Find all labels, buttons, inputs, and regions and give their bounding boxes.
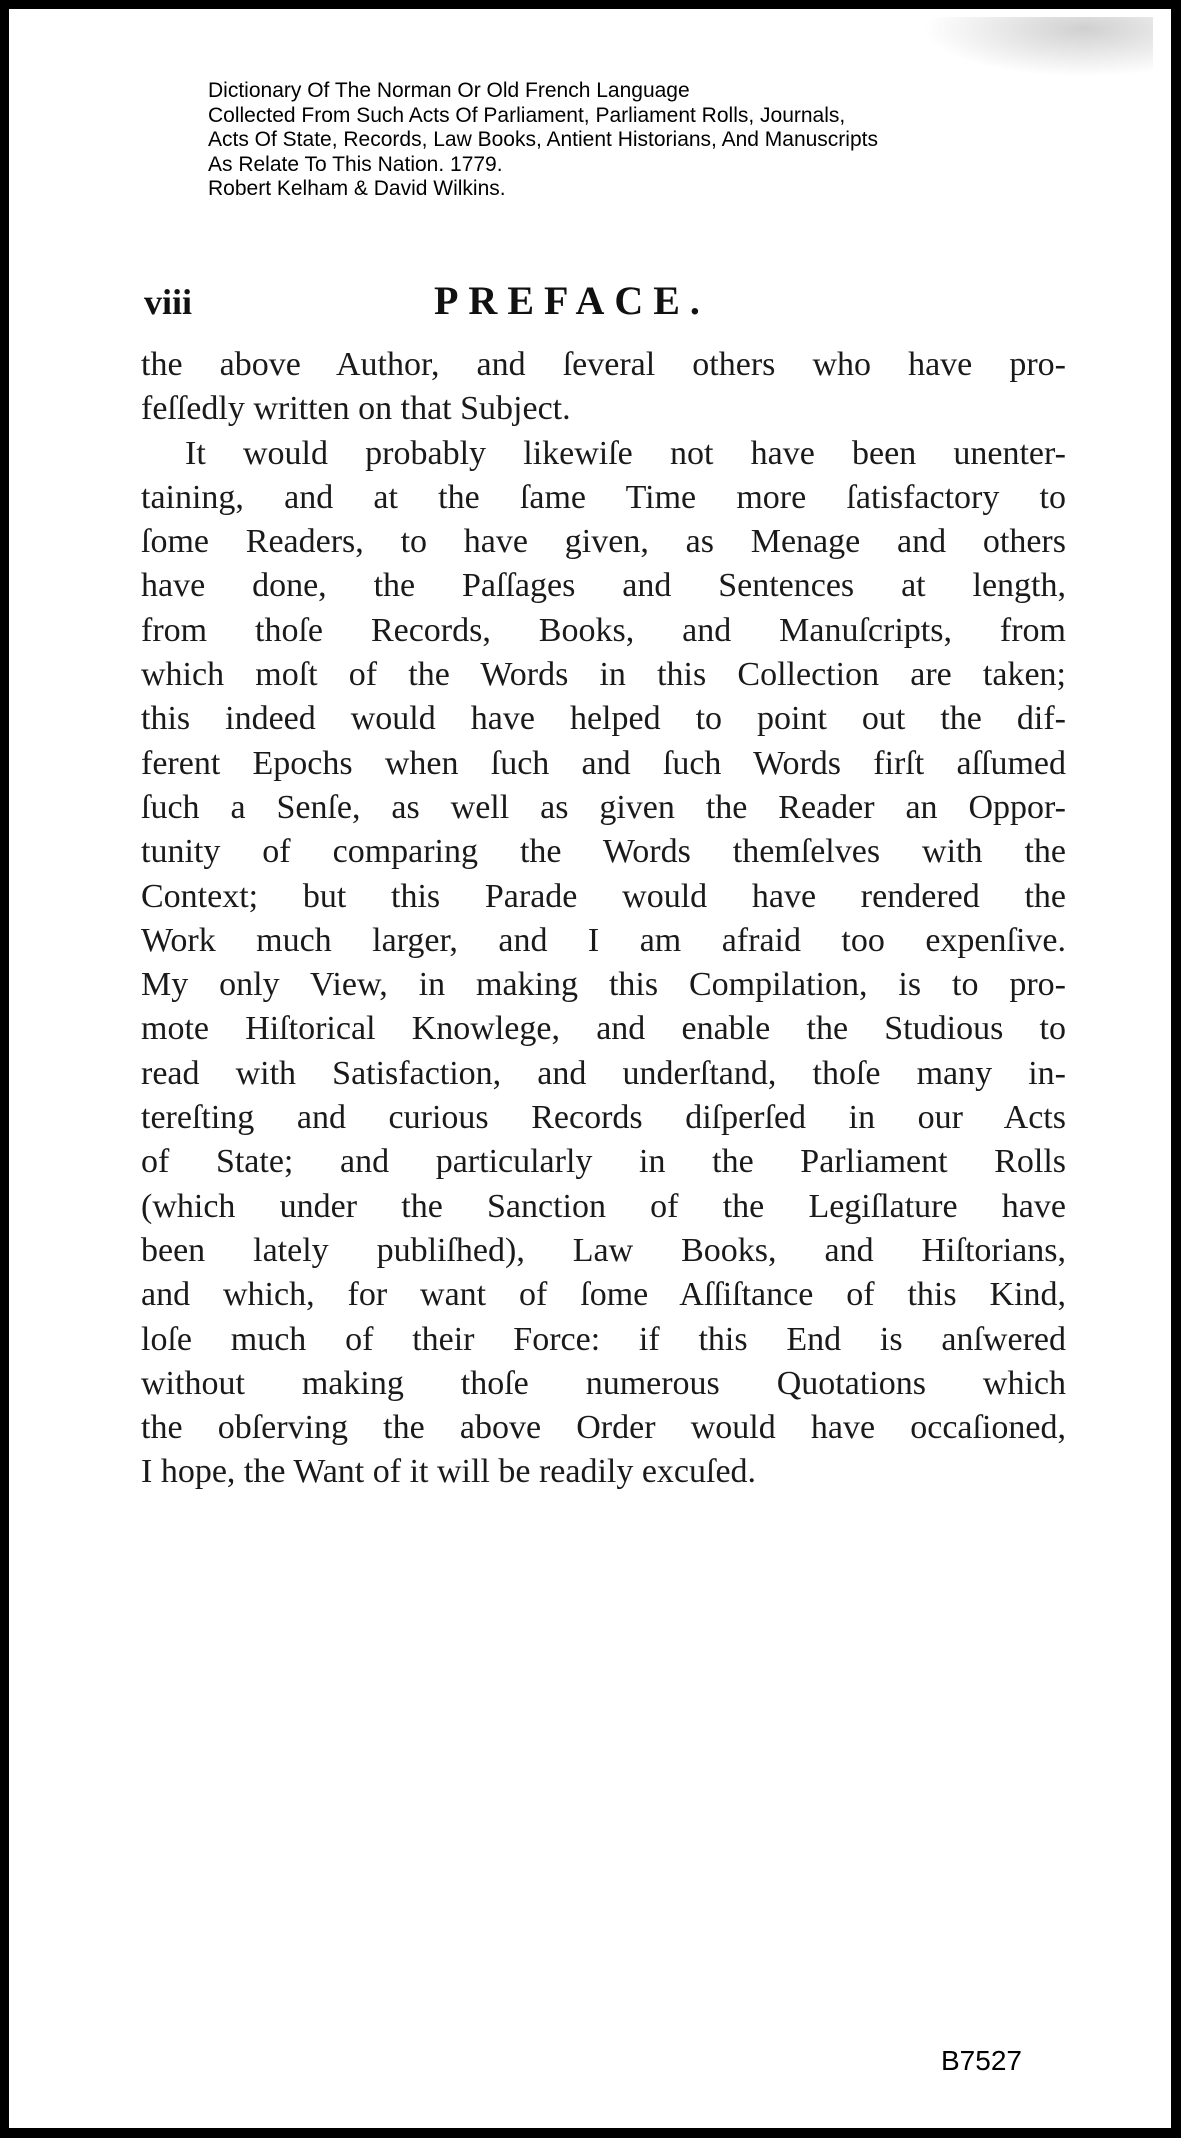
text-line: from thoſe Records, Books, and Manuſcripts, from <box>141 611 1066 649</box>
text-line: mote Hiſtorical Knowlege, and enable the Studious to <box>141 1010 1066 1048</box>
header-line: Collected From Such Acts Of Parliament, Parliament Rolls, Journals, <box>208 103 846 127</box>
text-line: My only View, in making this Compilation, is to pro- <box>141 966 1066 1004</box>
text-line: this indeed would have helped to point out the dif- <box>141 700 1066 738</box>
text-line: ſuch a Senſe, as well as given the Reader an Oppor- <box>141 788 1066 826</box>
text-line: (which under the Sanction of the Legiſlature have <box>141 1187 1066 1225</box>
text-line: taining, and at the ſame Time more ſatisfactory to <box>141 478 1066 516</box>
running-head <box>144 277 1064 327</box>
text-line: tunity of comparing the Words themſelves with the <box>141 833 1066 871</box>
text-line: the obſerving the above Order would have occaſioned, <box>141 1409 1066 1447</box>
text-line: ferent Epochs when ſuch and ſuch Words firſt aſſumed <box>141 744 1066 782</box>
text-line: which moſt of the Words in this Collection are taken; <box>141 656 1066 694</box>
header-line: Dictionary Of The Norman Or Old French Language <box>208 79 690 102</box>
text-line: loſe much of their Force: if this End is anſwered <box>141 1320 1066 1358</box>
text-line: the above Author, and ſeveral others who have pro- <box>141 346 1066 383</box>
header-line: As Relate To This Nation. 1779. <box>208 152 503 176</box>
scan-smudge <box>923 17 1153 77</box>
text-line: tereſting and curious Records diſperſed in our Acts <box>141 1099 1066 1137</box>
text-line: been lately publiſhed), Law Books, and Hiſtorians, <box>141 1231 1066 1269</box>
page-number: viii <box>144 282 193 322</box>
text-line: I hope, the Want of it will be readily excuſed. <box>141 1453 757 1491</box>
text-line: and which, for want of ſome Aſſiſtance of this Kind, <box>141 1276 1066 1314</box>
preface-text <box>141 343 1066 1495</box>
header-line: Acts Of State, Records, Law Books, Antient Historians, And Manuscripts <box>208 128 878 151</box>
text-line: Context; but this Parade would have rendered the <box>141 877 1066 915</box>
text-line: It would probably likewiſe not have been unenter- <box>185 434 1066 472</box>
accession-number: B7527 <box>941 2045 1022 2076</box>
text-line: ſome Readers, to have given, as Menage and others <box>141 523 1066 561</box>
text-line: of State; and particularly in the Parliament Rolls <box>141 1143 1066 1181</box>
text-line: read with Satisfaction, and underſtand, thoſe many in- <box>141 1054 1066 1092</box>
text-line: feſſedly written on that Subject. <box>141 390 571 428</box>
page-title: PREFACE. <box>434 278 710 323</box>
text-line: without making thoſe numerous Quotations which <box>141 1364 1066 1402</box>
catalog-header-note <box>208 79 1088 202</box>
header-line: Robert Kelham & David Wilkins. <box>208 177 506 200</box>
text-line: Work much larger, and I am afraid too expenſive. <box>141 921 1066 959</box>
text-line: have done, the Paſſages and Sentences at length, <box>141 567 1066 605</box>
